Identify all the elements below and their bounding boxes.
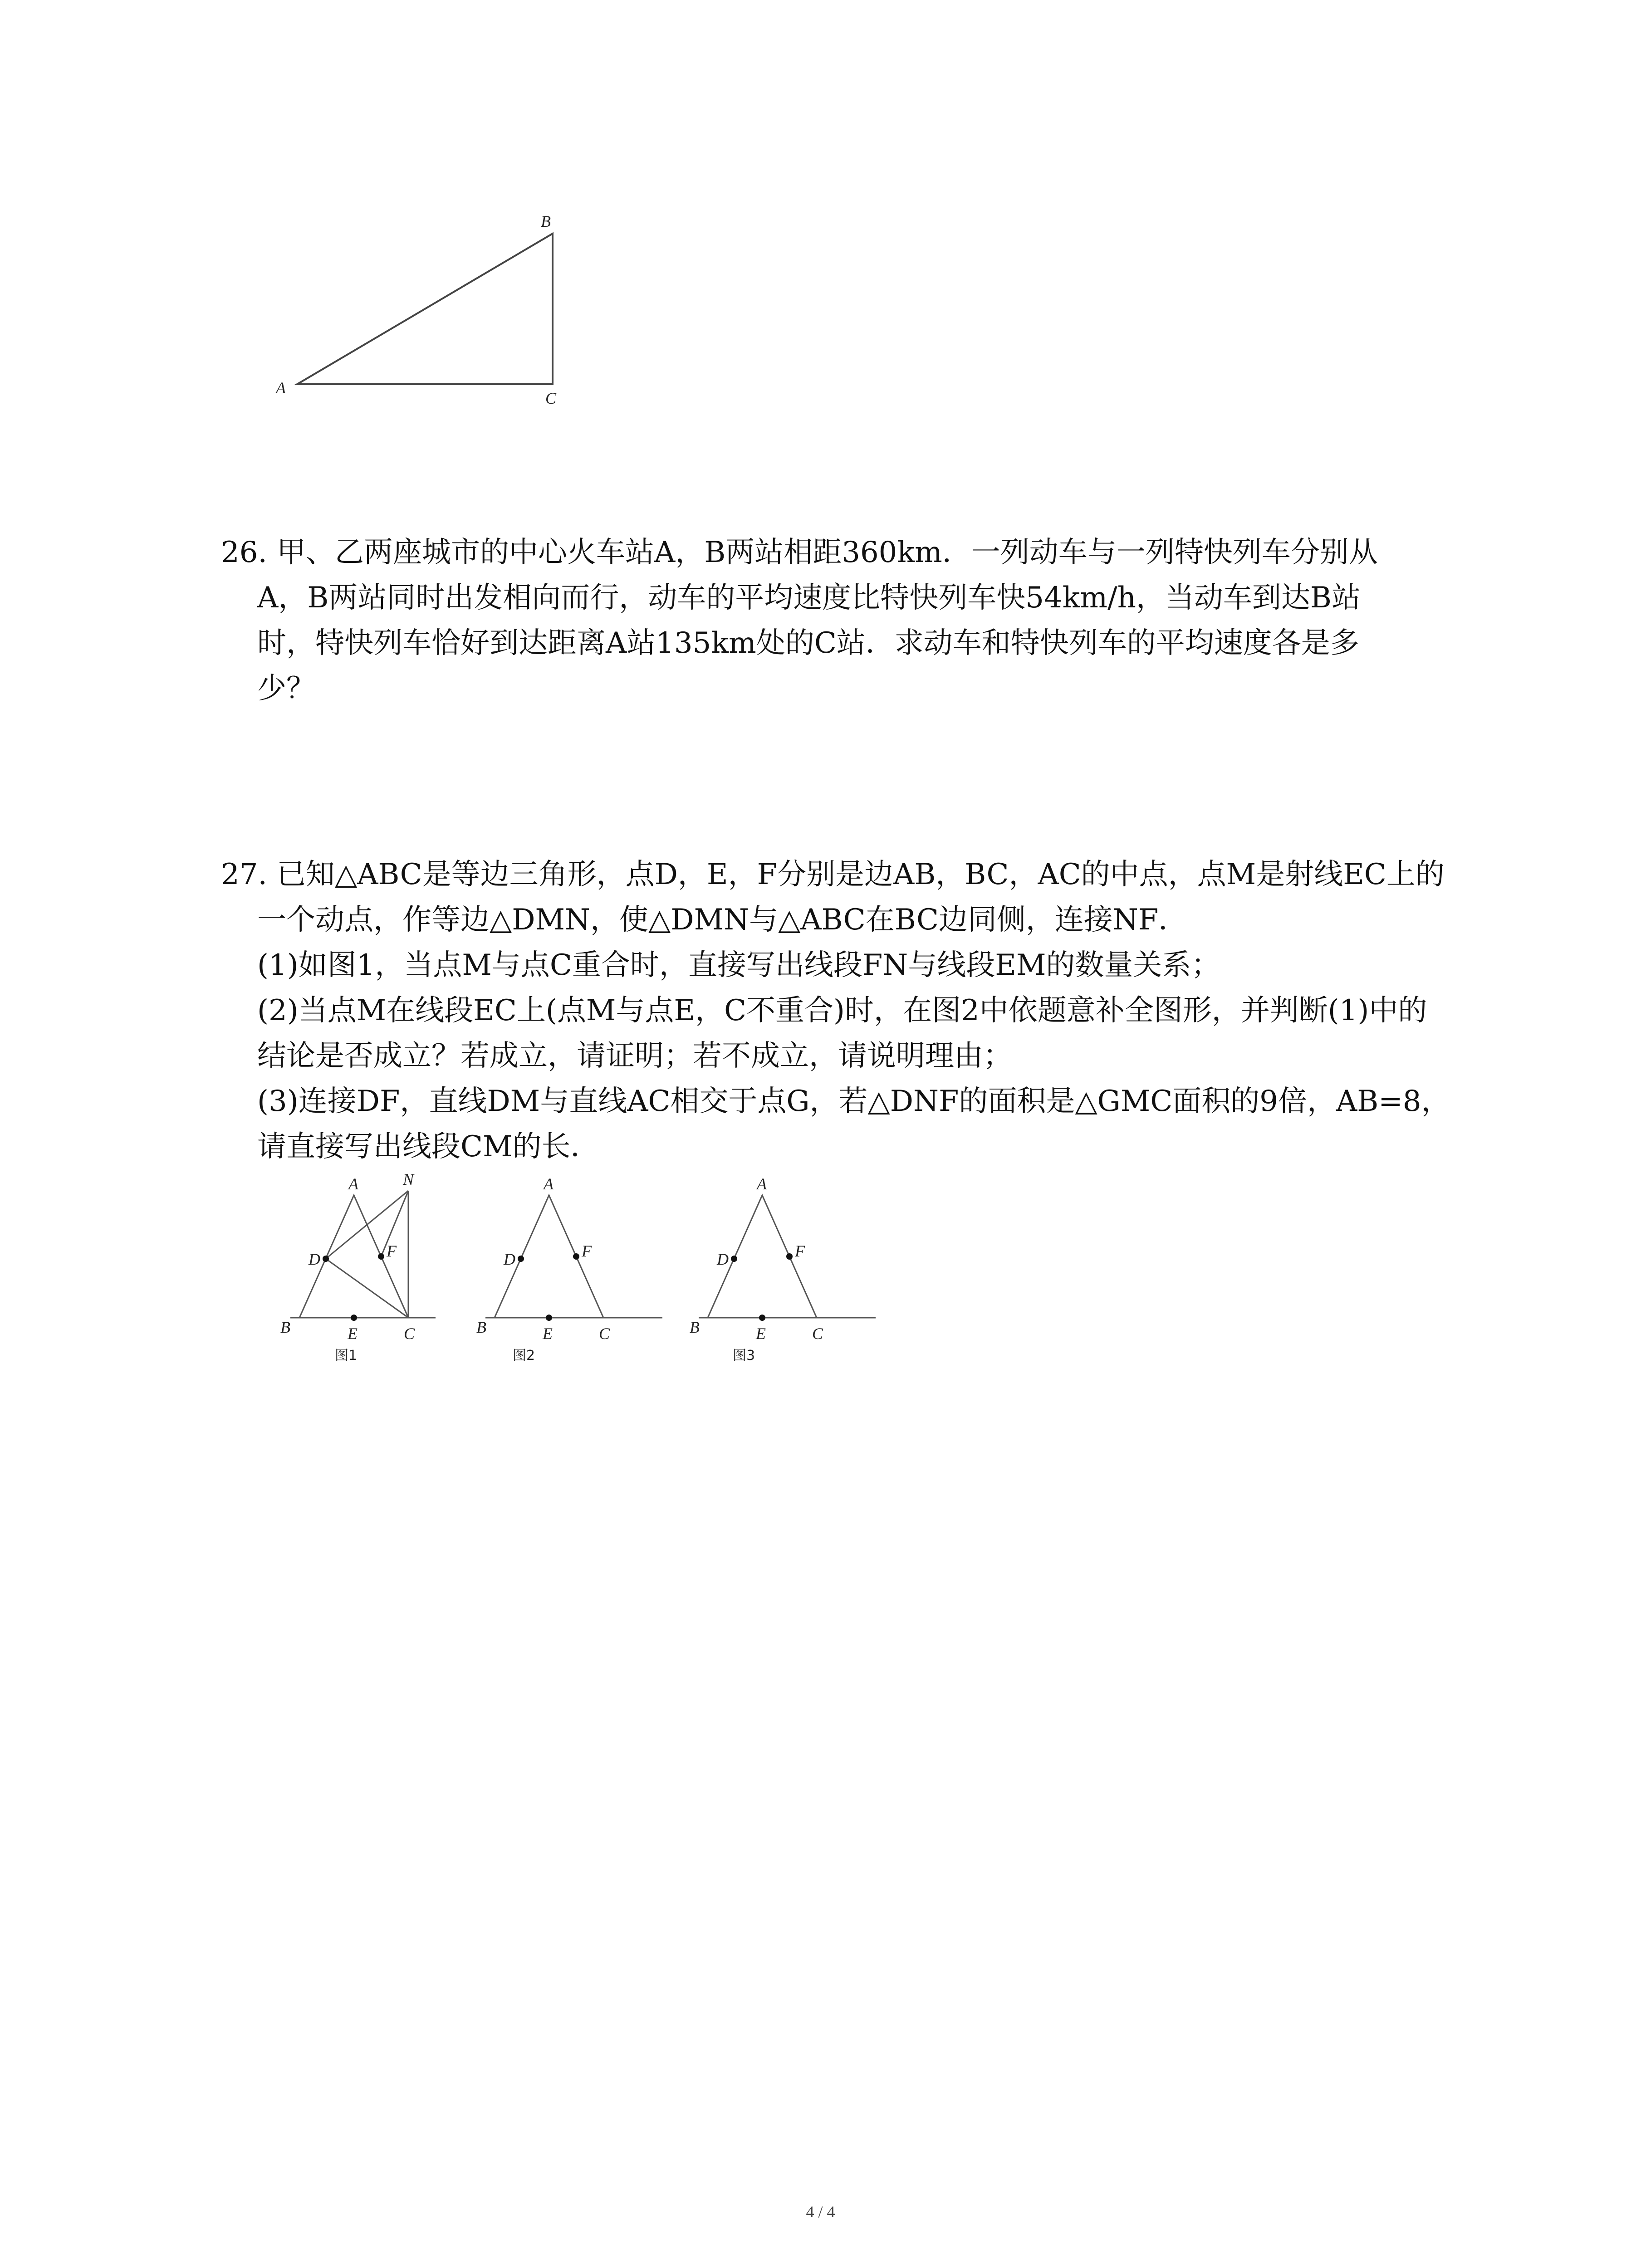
q27-line-1: 已知△ABC是等边三角形，点D，E，F分别是边AB，BC，AC的中点，点M是射线EC上的 <box>277 858 1445 891</box>
q27-line-3: (1)如图1，当点M与点C重合时，直接写出线段FN与线段EM的数量关系； <box>257 948 1220 982</box>
right-triangle-figure <box>268 206 585 420</box>
label-b: B <box>476 1318 486 1336</box>
label-a: A <box>348 1175 358 1193</box>
q27-number: 27. <box>221 858 267 891</box>
label-e: E <box>348 1325 358 1343</box>
label-d: D <box>504 1250 515 1268</box>
figure-caption: 图2 <box>513 1348 535 1364</box>
q27-line-6: (3)连接DF，直线DM与直线AC相交于点G，若△DNF的面积是△GMC面积的9倍，AB=8， <box>257 1085 1450 1118</box>
point-f <box>378 1253 384 1260</box>
label-n: N <box>403 1170 414 1188</box>
vertex-label-b: B <box>541 212 551 230</box>
figure-caption: 图3 <box>733 1348 755 1364</box>
q26-line-2: A，B两站同时出发相向而行，动车的平均速度比特快列车快54km/h，当动车到达B站 <box>257 581 1361 615</box>
figure-caption: 图1 <box>335 1348 358 1364</box>
label-f: F <box>582 1242 592 1260</box>
vertex-label-a: A <box>276 379 286 397</box>
vertex-label-c: C <box>545 389 557 407</box>
label-c: C <box>404 1325 415 1343</box>
point-e <box>546 1315 552 1321</box>
q27-line-2: 一个动点，作等边△DMN，使△DMN与△ABC在BC边同侧，连接NF． <box>257 903 1188 937</box>
point-d <box>323 1256 329 1262</box>
q26-line-3: 时，特快列车恰好到达距离A站135km处的C站．求动车和特快列车的平均速度各是多 <box>257 626 1359 660</box>
q27-line-5: 结论是否成立？若成立，请证明；若不成立，请说明理由； <box>257 1039 1012 1073</box>
page-number: 4 / 4 <box>806 2203 835 2221</box>
label-f: F <box>387 1242 397 1260</box>
label-c: C <box>812 1325 823 1343</box>
label-e: E <box>543 1325 553 1343</box>
label-a: A <box>757 1175 767 1193</box>
label-f: F <box>795 1242 805 1260</box>
point-e <box>759 1315 765 1321</box>
q26-line-4: 少？ <box>257 672 315 705</box>
point-f <box>786 1253 793 1260</box>
label-b: B <box>690 1318 700 1336</box>
triangle-abc-outline <box>297 234 553 384</box>
q27-line-7: 请直接写出线段CM的长． <box>257 1130 600 1163</box>
q26-number: 26. <box>221 536 267 569</box>
label-a: A <box>544 1175 554 1193</box>
q27-line-4: (2)当点M在线段EC上(点M与点E，C不重合)时，在图2中依题意补全图形，并判断(1)中的 <box>257 994 1427 1027</box>
figure-2 <box>467 1170 676 1379</box>
figure-3 <box>681 1170 889 1379</box>
label-d: D <box>717 1250 729 1268</box>
point-d <box>518 1256 524 1262</box>
label-d: D <box>309 1250 320 1268</box>
q26-line-1: 甲、乙两座城市的中心火车站A，B两站相距360km．一列动车与一列特快列车分别从 <box>277 536 1378 569</box>
label-e: E <box>756 1325 766 1343</box>
point-e <box>351 1315 357 1321</box>
figure-1 <box>272 1170 463 1379</box>
point-d <box>731 1256 737 1262</box>
label-b: B <box>280 1318 290 1336</box>
label-c: C <box>599 1325 610 1343</box>
point-f <box>573 1253 579 1260</box>
